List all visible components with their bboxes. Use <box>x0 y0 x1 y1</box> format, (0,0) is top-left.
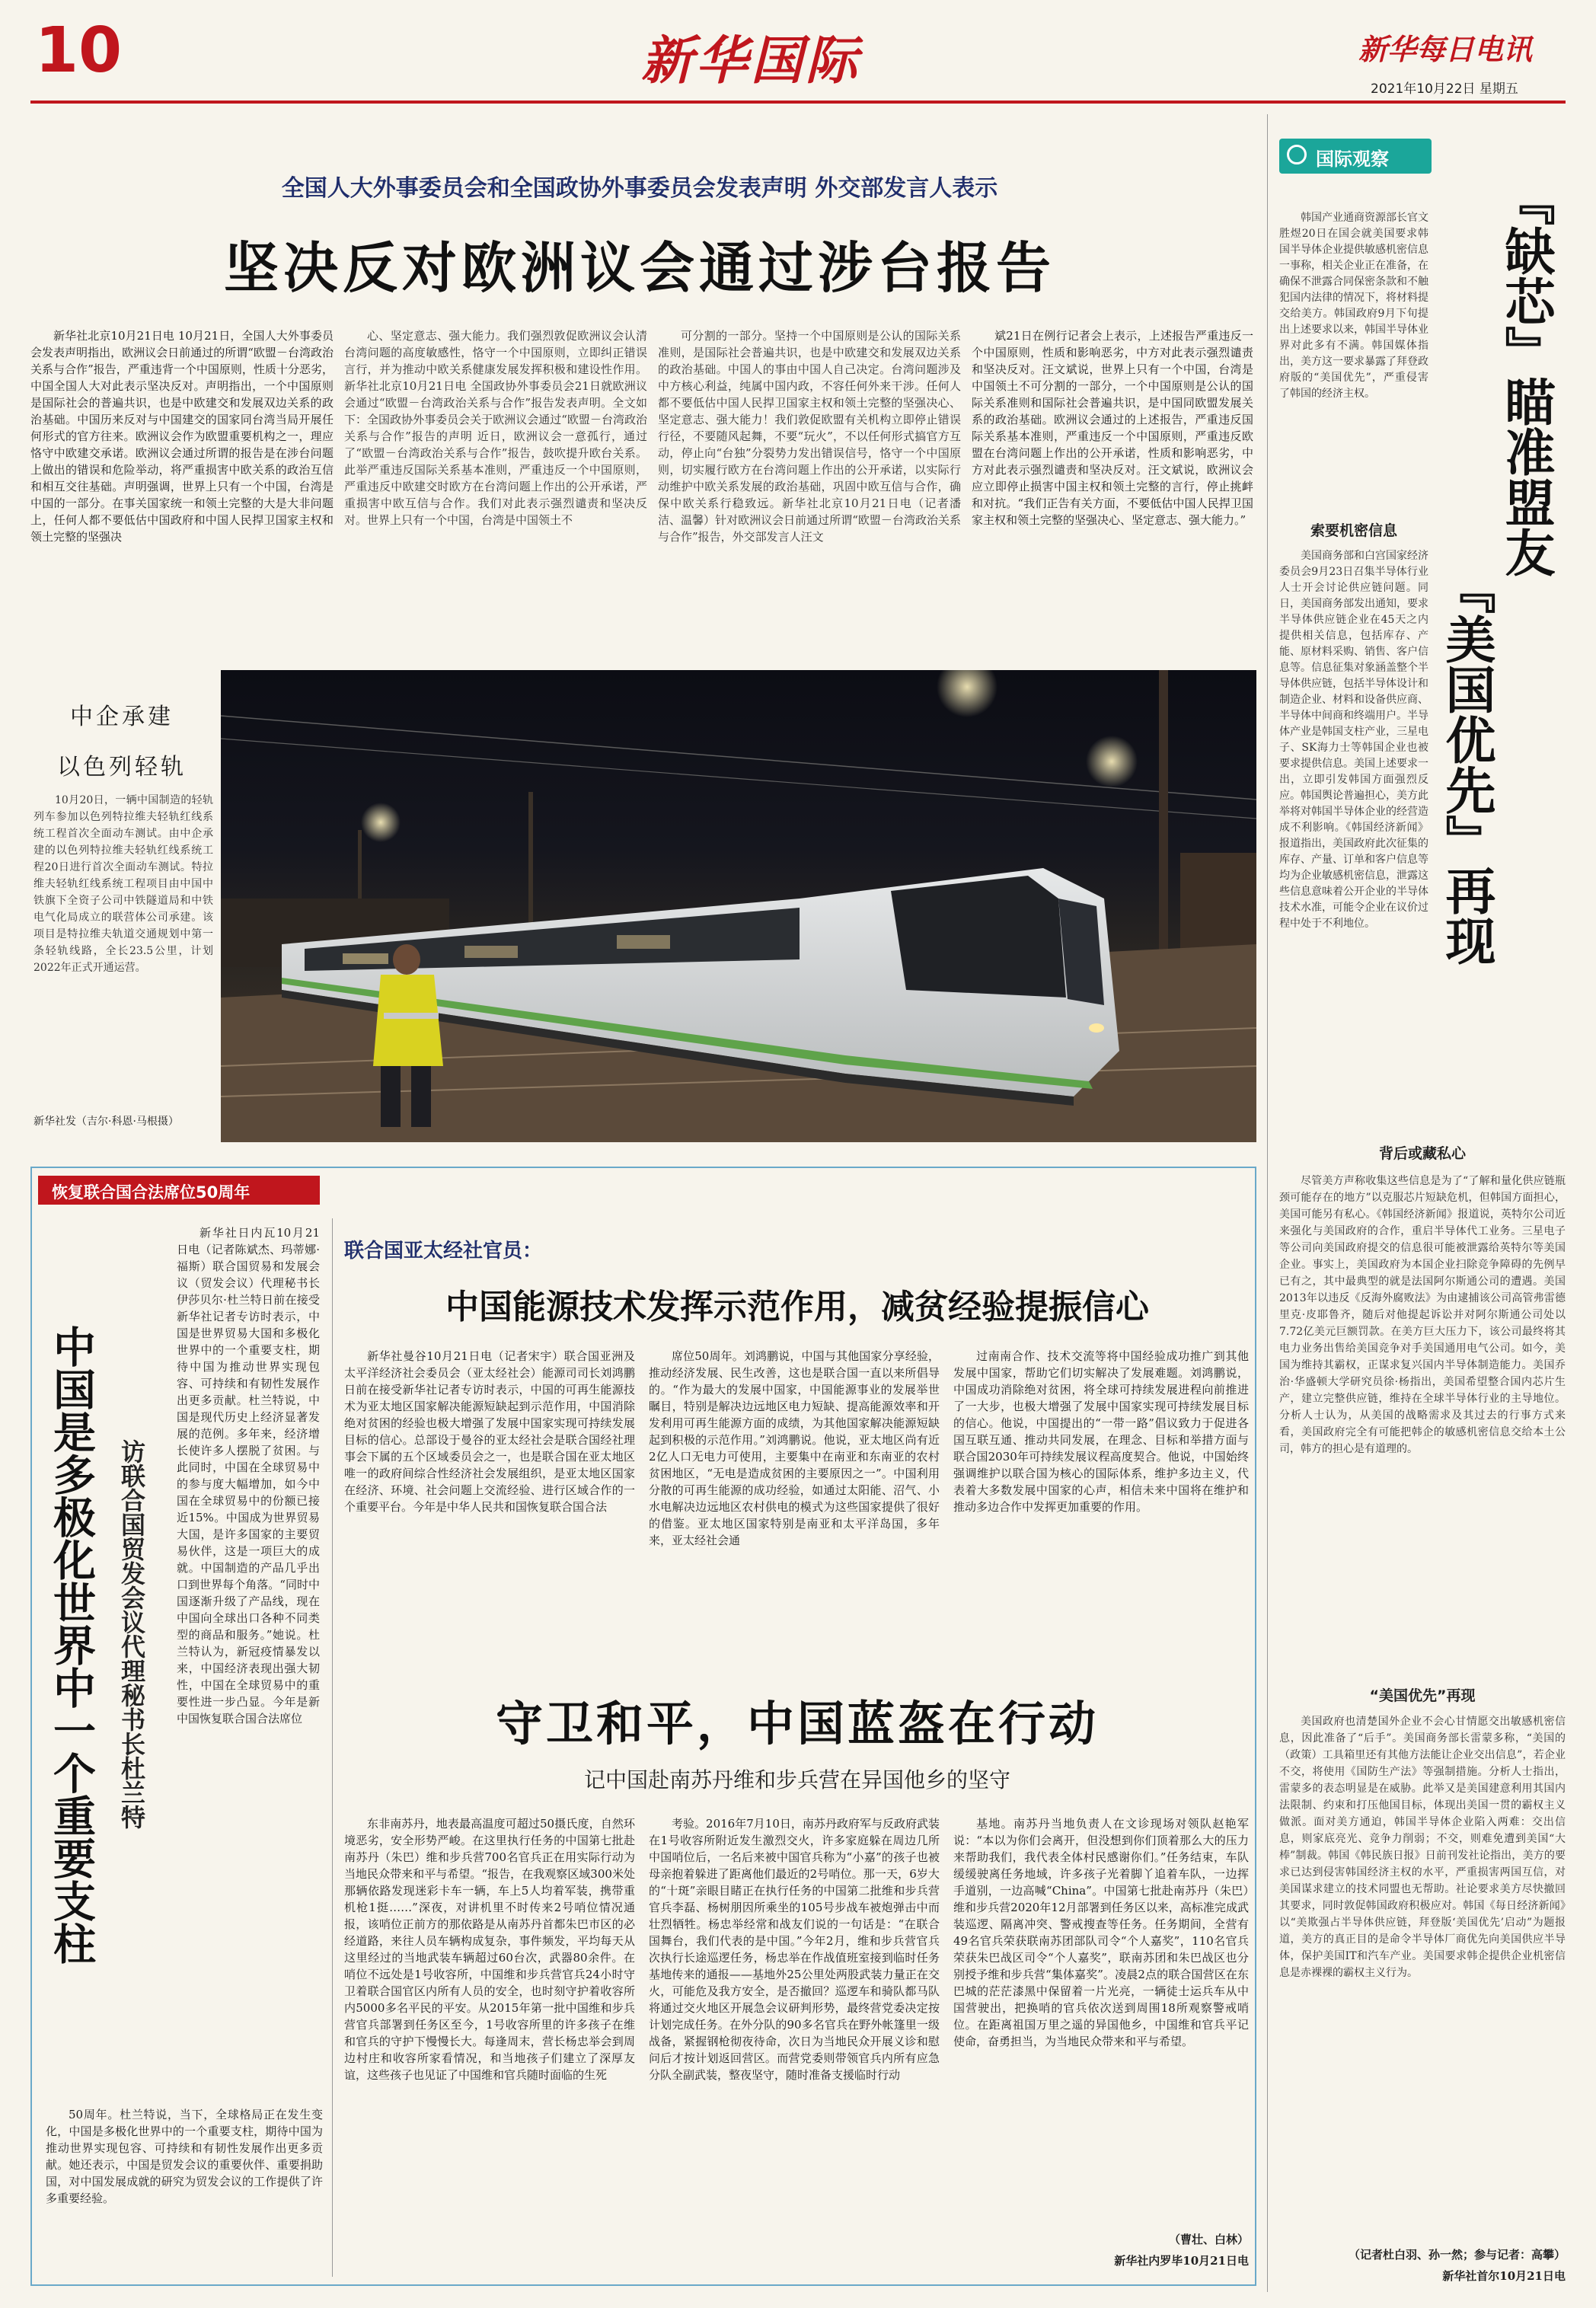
masthead-rule <box>30 101 1566 104</box>
sidebar-tag-label: 国际观察 <box>1316 148 1389 170</box>
photo-credit: 新华社发（吉尔·科恩·马根摄） <box>34 1116 179 1128</box>
photo-caption-title-1: 中企承建 <box>70 704 174 730</box>
feature-column: 新华社日内瓦10月21日电（记者陈斌杰、玛蒂娜·福斯）联合国贸易和发展会议（贸发会议）代理秘书长伊莎贝尔·杜兰特日前在接受新华社记者专访时表示，中国是世界贸易大国和多极化世界中的一个重要支柱，期待中国为推动世界实现包容、可持续和有韧性发展作出更多贡献。杜兰特说，中国是现代历史上经济显著发展的范例。多年来，经济增长使许多人摆脱了贫困。与此同时，中国在全球贸易中的参与度大幅增加，如今中国在全球贸易中的份额已接近15%。中国成为世界贸易大国，是许多国家的主要贸易伙伴，这是一项巨大的成就。中国制造的产品几乎出口到世界每个角落。“同时中国逐渐升级了产品线，现在中国向全球出口各种不同类型的商品和服务。”她说。杜兰特认为，新冠疫情暴发以来，中国经济表现出强大韧性，中国在全球贸易中的重要性进一步凸显。今年是新中国恢复联合国合法席位 <box>177 1226 320 1725</box>
peace-headline: 守卫和平，中国蓝盔在行动 <box>495 1696 1099 1751</box>
brand-logo: 新华每日电讯 <box>1358 32 1533 66</box>
photo-caption-title-2: 以色列轻轨 <box>57 754 187 781</box>
sidebar-intro: 韩国产业通商资源部长官文胜煜20日在国会就美国要求韩国半导体企业提供敏感机密信息一事称，相关企业正在准备，在确保不泄露合同保密条款和不触犯国内法律的情况下，将材料提交给美方。韩国政府9月下旬提出上述要求以来，韩国半导体业界对此多有不满。韩国媒体指出，美方这一要求暴露了拜登政府版的“美国优先”，严重侵害了韩国的经济主权。 <box>1279 212 1428 400</box>
un-headline: 中国能源技术发挥示范作用，减贫经验提振信心 <box>445 1288 1149 1326</box>
sidebar-paragraph-3: 美国政府也清楚国外企业不会心甘情愿交出敏感机密信息，因此准备了“后手”。美国商务部长雷蒙多称，“美国的（政策）工具箱里还有其他方法能让企业交出信息”，若企业不交，将使用《国防生产法》等强制措施。分析人士指出，雷蒙多的表态明显是在威胁。此举又是美国建意利用其国内法限制、约束和打压他国目标，体现出美国一贯的霸权主义做派。面对美方通迫，韩国半导体企业陷入两难：交出信息，则家底亮光、竞争力削弱；不交，则难免遭到美国“大棒”制裁。韩国《韩民族日报》日前刊发社论指出，美方的要求已达到侵害韩国经济主权的水平，严重损害两国互信，对美国谋求建立的技术同盟也无帮助。社论要求美方尽快撤回其要求，同时敦促韩国政府积极应对。韩国《每日经济新闻》以“美欺强占半导体供应链，拜登版‘美国优先’启动”为题报道，美方的真正目的是命令半导体厂商优先向美国供应半导体，保护美国IT和汽车产业。美国要求韩企提供企业机密信息是赤裸裸的霸权主义行为。 <box>1279 1716 1566 1979</box>
sidebar-paragraph-2: 尽管美方声称收集这些信息是为了“了解和量化供应链瓶颈可能存在的地方”以克服芯片短缺危机，但韩国方面担心，美国可能另有私心。《韩国经济新闻》报道说，英特尔公司近来强化与美国政府的合作，重启半导体代工业务。三星电子等公司向美国政府提交的信息很可能被泄露给英特尔等美国企业。事实上，美国政府为本国企业扫除竞争障碍的先例早已有之，其中最典型的就是法国阿尔斯通公司的遭遇。美国2013年以违反《反海外腐败法》为由逮捕该公司高管弗雷德里克·皮耶鲁齐，随后对他提起诉讼并对阿尔斯通公司处以7.72亿美元巨额罚款。在美方巨大压力下，该公司最终将其电力业务出售给美国竞争对手美国通用电气公司。如今，美国为维持其霸权，正谋求复兴国内半导体制造能力。美国乔治·华盛顿大学研究员徐·杨指出，美国希望整合国内芯片生产，建立完整供应链，维持在全球半导体行业的主导地位。分析人士认为，从美国的战略需求及其过去的行事方式来看，美国政府完全有可能把韩企的敏感机密信息交给本土公司，韩方的担心是有道理的。 <box>1279 1175 1566 1455</box>
lead-column-1: 新华社北京10月21日电 10月21日，全国人大外事委员会发表声明指出，欧洲议会日前通过的所谓“欧盟－台湾政治关系与合作”报告，严重违背一个中国原则，性质十分恶劣，中国全国人大对此表示坚决反对。声明指出，一个中国原则是国际社会的普遍共识，也是中欧建交和发展双边关系的政治基础。中国历来反对与中国建交的国家同台湾当局开展任何形式的官方往来。欧洲议会作为欧盟重要机构之一，理应恪守中欧建交承诺。欧洲议会通过所谓的报告是在涉台问题上做出的错误和危险举动，将严重损害中欧关系的政治互信和相互交往基础。声明强调，世界上只有一个中国，台湾是中国的一部分。在事关国家统一和领土完整的大是大非问题上，任何人都不要低估中国政府和中国人民捍卫国家主权和领土完整的坚强决 <box>30 329 334 544</box>
peace-dateline: 新华社内罗毕10月21日电 <box>1114 2254 1249 2268</box>
magnifier-icon <box>1287 145 1307 164</box>
sidebar-tag <box>1279 139 1432 174</box>
photo-caption-body: 10月20日，一辆中国制造的轻轨列车参加以色列特拉维夫轻轨红线系统工程首次全面动车测试。由中企承建的以色列特拉维夫轻轨红线系统工程20日进行首次全面动车测试。特拉维夫轻轨红线系统工程项目由中国中铁旗下全资子公司中铁隧道局和中铁电气化局成立的联营体公司承建。该项目是特拉维夫轨道交通规划中第一条轻轨线路，全长23.5公里，计划2022年正式开通运营。 <box>34 794 213 974</box>
feature-vertical-deck: 访联合国贸发会议代理秘书长杜兰特 <box>117 1439 146 1829</box>
feature-column-bottom: 50周年。杜兰特说，当下，全球格局正在发生变化，中国是多极化世界中的一个重要支柱，期待中国为推动世界实现包容、可持续和有韧性发展作出更多贡献。她还表示，中国是贸发会议的重要伙伴、重要捐助国，对中国发展成就的研究为贸发会议的工作提供了许多重要经验。 <box>46 2108 323 2205</box>
peace-subhead: 记中国赴南苏丹维和步兵营在异国他乡的坚守 <box>583 1767 1010 1792</box>
un-column-3: 过南南合作、技术交流等将中国经验成功推广到其他发展中国家，帮助它们切实解决了发展难题。刘鸿鹏说，中国成功消除绝对贫困，将全球可持续发展进程向前推进了一大步，也极大增强了发展中国家实现可持续发展目标的信心。他说，中国提出的“一带一路”倡议致力于促进各国互联互通、推动共同发展，在理念、目标和举措方面与联合国2030年可持续发展议程高度契合。他说，中国始终强调维护以联合国为核心的国际体系，维护多边主义，代表着大多数发展中国家的心声，相信未来中国将在维护和推动多边合作中发挥更加重要的作用。 <box>953 1349 1249 1514</box>
lead-headline: 坚决反对欧洲议会通过涉台报告 <box>223 236 1055 300</box>
sidebar-subhead-2: 背后或藏私心 <box>1378 1145 1466 1162</box>
anniversary-tag <box>38 1176 320 1205</box>
sidebar-divider <box>1267 114 1268 2292</box>
sidebar-subhead-1: 索要机密信息 <box>1310 522 1397 539</box>
sidebar-dateline: 新华社首尔10月21日电 <box>1442 2269 1566 2283</box>
feature-vertical-headline: 中国是多极化世界中一个重要支柱 <box>46 1325 96 1965</box>
lead-column-2: 心、坚定意志、强大能力。我们强烈敦促欧洲议会认清台湾问题的高度敏感性，恪守一个中国原则，立即纠正错误言行，并为推动中欧关系健康发展发挥积极和建设性作用。新华社北京10月21日电 全国政协外事委员会21日就欧洲议会通过“欧盟－台湾政治关系与合作”报告发表声明。全文如下：全国政协外事委员会关于欧洲议会通过“欧盟－台湾政治关系与合作”报告的声明 近日，欧洲议会一意孤行，通过了“欧盟－台湾政治关系与合作”报告，鼓吹提升欧台关系。此举严重违反国际关系基本准则，严重违反一个中国原则，严重违反中欧建交时欧方在台湾问题上作出的公开承诺，严重损害中欧互信与合作。我们对此表示强烈谴责和坚决反对。世界上只有一个中国，台湾是中国领土不 <box>344 329 647 527</box>
sidebar-paragraph-1-cont <box>1279 1045 1566 1121</box>
sidebar-subhead-3: “美国优先”再现 <box>1369 1687 1476 1704</box>
sidebar-vertical-title-1: 『缺芯』瞄准盟友 <box>1496 175 1555 577</box>
un-kicker: 联合国亚太经社官员： <box>344 1240 543 1263</box>
un-column-2: 席位50周年。刘鸿鹏说，中国与其他国家分享经验，推动经济发展、民生改善，这也是联合国一直以来所倡导的。“作为最大的发展中国家，中国能源事业的发展举世瞩目，特别是解决边远地区电力短缺、提高能源效率和开发利用可再生能源方面的成绩，为其他国家解决能源短缺起到积极的示范作用。”刘鸿鹏说。他说，亚太地区尚有近2亿人口无电力可使用，主要集中在南亚和东南亚的农村贫困地区，“无电是造成贫困的主要原因之一”。中国利用分散的可再生能源的成功经验，如通过太阳能、沼气、小水电解决边远地区农村供电的模式为这些国家提供了很好的借鉴。亚太地区国家特别是南亚和太平洋岛国，多年来，亚太经社会通 <box>649 1349 940 1547</box>
feature-divider <box>332 1218 333 2277</box>
sidebar-signature: （记者杜白羽、孙一然；参与记者：高攀） <box>1348 2248 1566 2262</box>
sidebar-paragraph-1: 美国商务部和白宫国家经济委员会9月23日召集半导体行业人士开会讨论供应链问题。同日，美国商务部发出通知，要求半导体供应链企业在45天之内提供相关信息，包括库存、产能、原材料采购、销售、客户信息等。信息征集对象涵盖整个半导体供应链，包括半导体设计和制造企业、材料和设备供应商、半导体中间商和终端用户。半导体产业是韩国支柱产业，三星电子、SK海力士等韩国企业也被要求提供信息。美国上述要求一出，立即引发韩国方面强烈反应。韩国舆论普遍担心，美方此举将对韩国半导体企业的经营造成不利影响。《韩国经济新闻》报道指出，美国政府此次征集的库存、产量、订单和客户信息等均为企业敏感机密信息，泄露这些信息意味着公开企业的半导体技术水准，可能令企业在议价过程中处于不利地位。 <box>1279 550 1428 930</box>
peace-column-1: 东非南苏丹，地表最高温度可超过50摄氏度，自然环境恶劣，安全形势严峻。在这里执行任务的中国第七批赴南苏丹（朱巴）维和步兵营700名官兵正在用实际行动为当地民众带来和平与希望。“报告，在我观察区域300米处那辆依路发现迷彩卡车一辆，车上5人均着军装，携带重机枪1挺……”深夜，对讲机里不时传来2号哨位情况通报，该哨位正前方的那依路是从南苏丹首都朱巴市区的必经道路，来往人员车辆构成复杂，事件频发，平均每天从这里经过的当地武装车辆超过60台次，武器80余件。在哨位不远处是1号收容所，中国维和步兵营官兵24小时守卫着联合国官区内所有人员的安全，也时刻守护着收容所内5000多名平民的平安。从2015年第一批中国维和步兵营官兵部署到任务区至今，1号收容所里的许多孩子在维和官兵的守护下慢慢长大。每逢周末，营长杨忠举会到周边村庄和收容所家看情况，和当地孩子们建立了深厚友谊，这些孩子也见证了中国维和官兵随时面临的生死 <box>344 1817 635 2082</box>
issue-date: 2021年10月22日 星期五 <box>1371 81 1518 97</box>
lead-column-4: 斌21日在例行记者会上表示，上述报告严重违反一个中国原则，性质和影响恶劣，中方对此表示强烈谴责和坚决反对。汪文斌说，世界上只有一个中国，台湾是中国领土不可分割的一部分，一个中国原则是公认的国际关系准则和国际社会普遍共识，是中国同欧盟发展关系的政治基础。欧洲议会通过的上述报告，严重违反国际关系基本准则，严重违反一个中国原则，严重违反欧盟在台湾问题上作出的公开承诺，性质和影响恶劣，中方对此表示强烈谴责和坚决反对。汪文斌说，欧洲议会应立即停止损害中国主权和领土完整的言行，停止挑衅和对抗。“我们正告有关方面，不要低估中国人民捍卫国家主权和领土完整的坚强决心、坚定意志、强大能力。” <box>972 329 1253 527</box>
tram-photo <box>221 670 1256 1142</box>
page-number: 10 <box>35 14 123 87</box>
lead-column-3: 可分割的一部分。坚持一个中国原则是公认的国际关系准则，是国际社会普遍共识，也是中欧建交和发展双边关系的政治基础。中国人的事由中国人自己决定。台湾问题涉及中方核心利益，纯属中国内政，不容任何外来干涉。任何人都不要低估中国人民捍卫国家主权和领土完整的坚强决心、坚定意志、强大能力！我们敦促欧盟有关机构立即停止错误行径，不要随风起舞，不要“玩火”，不以任何形式搞官方互动，停止向“台独”分裂势力发出错误信号，恪守一个中国原则，切实履行欧方在台湾问题上作出的公开承诺，以实际行动维护中欧关系发展的政治基础，巩固中欧互信与合作，确保中欧关系行稳致远。新华社北京10月21日电（记者潘洁、温馨）针对欧洲议会日前通过所谓“欧盟－台湾政治关系与合作”报告，外交部发言人汪文 <box>658 329 961 544</box>
anniversary-tag-label: 恢复联合国合法席位50周年 <box>52 1183 251 1202</box>
section-title: 新华国际 <box>641 30 861 91</box>
peace-column-3: 基地。南苏丹当地负责人在文诊现场对领队赵艳军说：“本以为你们会离开，但没想到你们顶着那么大的压力来帮助我们，我代表全体村民感谢你们。”任务结束，车队缓缓驶离任务地域，许多孩子光着脚丫追着车队，一边挥手道别，一边高喊“China”。中国第七批赴南苏丹（朱巴）维和步兵营2020年12月部署到任务区以来，高标准完成武装巡逻、隔离冲突、警戒搜查等任务。任务期间，全营有49名官兵荣获联南苏团部队司令“个人嘉奖”，110名官兵荣获朱巴战区司令“个人嘉奖”，联南苏团和朱巴战区也分别授予维和步兵营“集体嘉奖”。凌晨2点的联合国营区在东巴城的茫茫漆黑中保留着一片光亮，一辆徒士运兵车从中国营驶出，把换哨的官兵依次送到周围18所观察警戒哨位。在距离祖国万里之遥的异国他乡，中国维和官兵平记使命，奋勇担当，为当地民众带来和平与希望。 <box>953 1817 1249 2048</box>
un-column-1: 新华社曼谷10月21日电（记者宋宇）联合国亚洲及太平洋经济社会委员会（亚太经社会）能源司司长刘鸿鹏日前在接受新华社记者专访时表示，中国的可再生能源技术为亚太地区国家解决能源短缺起到示范作用，中国消除绝对贫困的经验也极大增强了发展中国家实现可持续发展目标的信心。总部设于曼谷的亚太经社会是联合国经社理事会下属的五个区域委员会之一，也是联合国在亚太地区唯一的政府间综合性经济社会发展组织，是亚太地区国家在经济、环境、社会问题上交流经验、进行区域合作的一个重要平台。今年是中华人民共和国恢复联合国合法 <box>344 1349 635 1514</box>
sidebar-vertical-title-2: 『美国优先』再现 <box>1437 563 1495 966</box>
lead-kicker: 全国人大外事委员会和全国政协外事委员会发表声明 外交部发言人表示 <box>281 175 998 202</box>
peace-column-2: 考验。2016年7月10日，南苏丹政府军与反政府武装在1号收容所附近发生激烈交火，许多家庭躲在周边几所中国哨位后，一名后来被中国官兵称为“小嘉”的孩子也被母亲抱着躲进了距离他们最近的2号哨位。那一天，6岁大的“十斑”亲眼目睹正在执行任务的中国第二批维和步兵营官兵李磊、杨树朋因所乘坐的105号步战车被炮弹击中而壮烈牺牲。杨忠举经常和战友们说的一句话是：“在联合国舞台，我们代表的是中国。”今年2月，维和步兵营官兵次执行长途巡逻任务，杨忠举在作战值班室接到临时任务基地传来的通报——基地外25公里处两股武装力量正在交火，可能危及我方安全，是否撤回？巡逻车和骑队都马队将通过交火地区开展急会议研判形势，最终营党委决定按计划完成任务。在外分队的90多名官兵在野外帐篷里一级战备，紧握钢枪彻夜待命，次日为当地民众开展义诊和慰问后才按计划返回营区。而营党委则带领官兵内所有应急分队全副武装，整夜坚守，随时准备支援临时行动 <box>649 1817 940 2082</box>
peace-byline: （曹壮、白林） <box>1168 2233 1249 2246</box>
